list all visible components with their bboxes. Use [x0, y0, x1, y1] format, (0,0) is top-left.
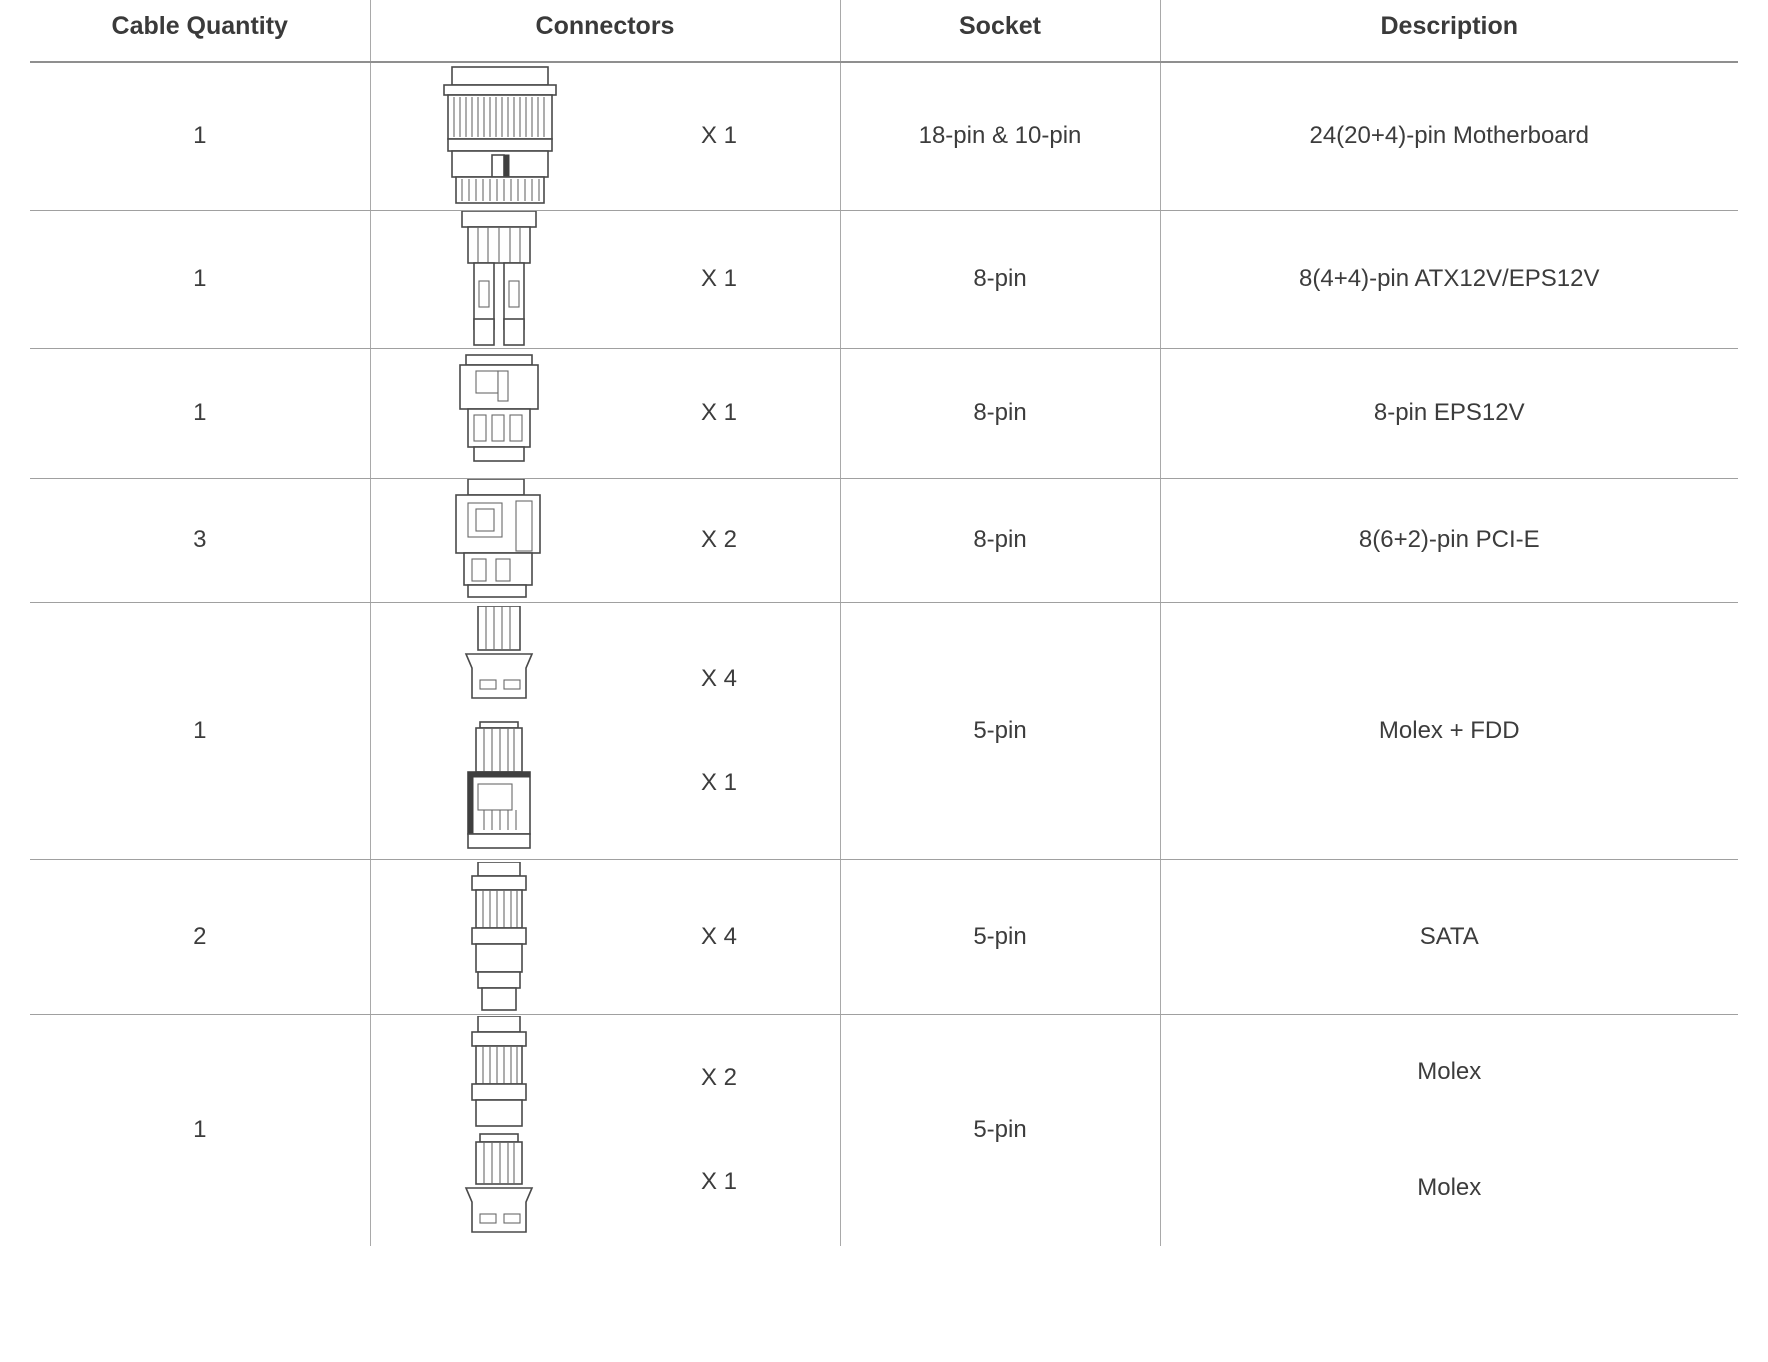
cell-socket: 18-pin & 10-pin	[840, 62, 1160, 210]
connector-count: X 1	[700, 1168, 738, 1196]
table-row	[30, 62, 1738, 210]
cell-cable-quantity: 1	[30, 210, 370, 348]
connector-count: X 1	[700, 399, 738, 426]
cell-description: Molex	[1160, 1014, 1738, 1130]
connector-count: X 2	[700, 526, 738, 553]
table-row	[30, 602, 1738, 859]
cell-connectors	[370, 478, 840, 602]
table-header	[30, 0, 1738, 62]
cell-cable-quantity: 1	[30, 348, 370, 478]
connector-count-group	[599, 1026, 840, 1234]
connector-count: X 4	[700, 922, 738, 950]
cell-cable-quantity: 3	[30, 478, 370, 602]
sata-connector-icon	[399, 862, 599, 1012]
cell-cable-quantity: 1	[193, 1116, 207, 1144]
connector-spec-table	[30, 0, 1738, 1246]
cell-socket: 5-pin	[840, 1014, 1160, 1246]
cell-socket: 5-pin	[840, 602, 1160, 859]
table-row	[30, 348, 1738, 478]
connector-count-group	[599, 627, 840, 835]
atx12v-4plus4-connector-icon	[399, 211, 599, 347]
connector-count: X 1	[700, 768, 738, 796]
column-header-connectors: Connectors	[370, 0, 840, 62]
cell-description: 8(4+4)-pin ATX12V/EPS12V	[1160, 210, 1738, 348]
cell-description: 8(6+2)-pin PCI-E	[1160, 478, 1738, 602]
cell-description: 8-pin EPS12V	[1160, 348, 1738, 478]
cell-connectors	[370, 859, 840, 1014]
atx-24pin-connector-icon	[399, 63, 599, 209]
connector-count: X 1	[700, 122, 738, 150]
cell-connectors	[370, 210, 840, 348]
cell-socket: 8-pin	[840, 210, 1160, 348]
connector-count: X 2	[700, 1064, 738, 1092]
cell-description: Molex	[1160, 1130, 1738, 1246]
cell-connectors	[370, 62, 840, 210]
cell-description: SATA	[1160, 859, 1738, 1014]
header-row	[30, 0, 1738, 62]
pcie-6plus2-connector-icon	[399, 479, 599, 601]
column-header-description: Description	[1160, 0, 1738, 62]
cell-connectors	[370, 602, 840, 859]
cell-cable-quantity: 1	[30, 62, 370, 210]
table-row	[30, 859, 1738, 1014]
table-row	[30, 210, 1738, 348]
table-body	[30, 62, 1738, 1246]
connector-count: X 1	[700, 265, 738, 292]
table-row	[30, 1014, 1738, 1130]
cell-connectors	[370, 348, 840, 478]
table-row	[30, 478, 1738, 602]
molex-connector-icon	[399, 1016, 599, 1244]
cell-socket: 5-pin	[840, 859, 1160, 1014]
cell-cable-quantity: 1	[30, 602, 370, 859]
cell-description: 24(20+4)-pin Motherboard	[1160, 62, 1738, 210]
cell-connectors	[370, 1014, 840, 1246]
cell-socket: 8-pin	[840, 478, 1160, 602]
connector-count: X 4	[700, 664, 738, 692]
molex-fdd-connector-icon	[399, 606, 599, 856]
eps12v-8pin-connector-icon	[399, 349, 599, 477]
cell-description: Molex + FDD	[1160, 602, 1738, 859]
column-header-socket: Socket	[840, 0, 1160, 62]
column-header-cable-quantity: Cable Quantity	[30, 0, 370, 62]
cell-cable-quantity: 2	[30, 859, 370, 1014]
cell-socket: 8-pin	[840, 348, 1160, 478]
